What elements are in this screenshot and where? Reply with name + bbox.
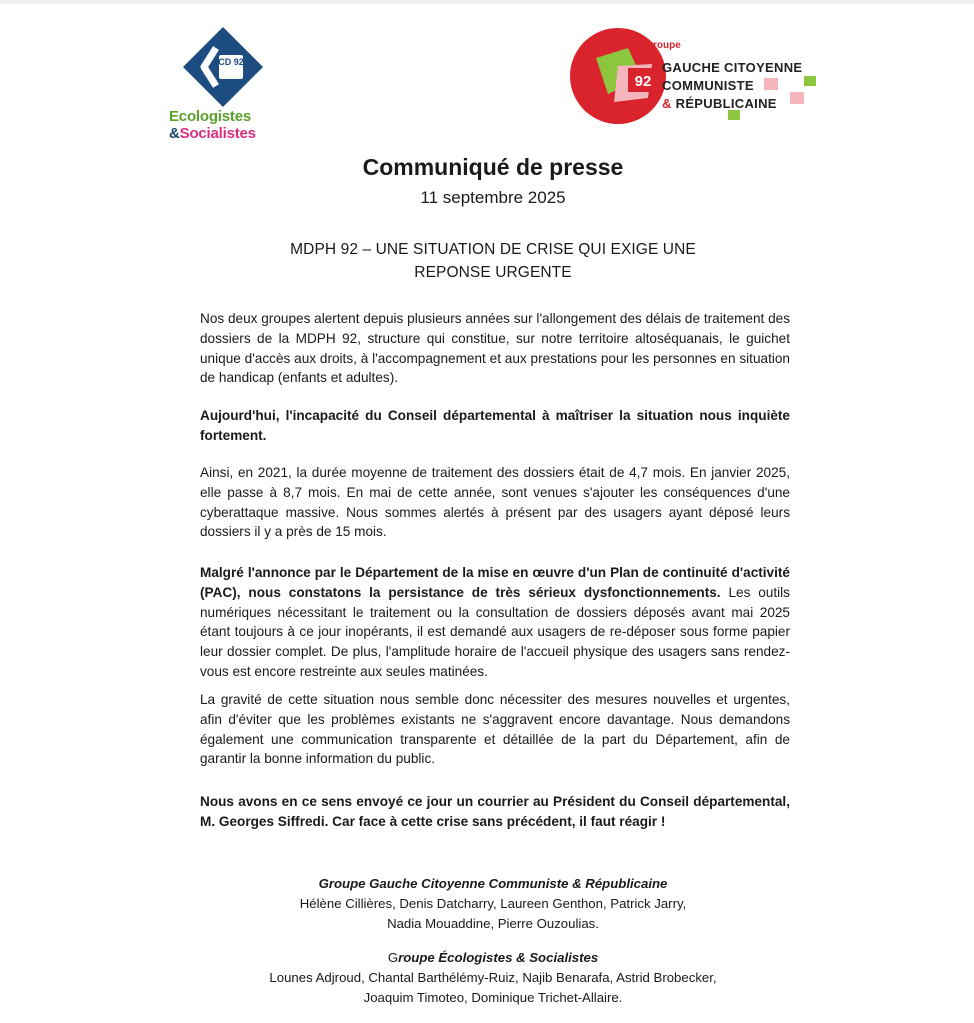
logo-gauche-citoyenne xyxy=(568,24,828,134)
signature-group1-names-line1: Hélène Cillières, Denis Datcharry, Laureen Genthon, Patrick Jarry, xyxy=(299,896,687,911)
paragraph-1: Nos deux groupes alertent depuis plusieurs années sur l'allongement des délais de traitement des dossiers de la MDPH 92, structure qui constitue, sur notre territoire altoséquanais, le guichet unique d'accès aux droits, à l'accompagnement et aux prestations pour les personnes en situation de handicap (enfants et adultes). xyxy=(200,311,790,386)
page-top-border xyxy=(0,0,974,4)
subject-line1: MDPH 92 – UNE SITUATION DE CRISE QUI EXIGE UNE xyxy=(290,241,696,258)
subject-line2: REPONSE URGENTE xyxy=(414,264,572,281)
logo-ecologistes-socialistes xyxy=(165,24,280,144)
signature-group2-names-line1: Lounes Adjroud, Chantal Barthélémy-Ruiz, Najib Benarafa, Astrid Brobecker, xyxy=(269,970,717,985)
press-date: 11 septembre 2025 xyxy=(420,188,566,207)
signature-group1-names-line2: Nadia Mouaddine, Pierre Ouzoulias. xyxy=(387,916,599,931)
signature-group1-title: Groupe Gauche Citoyenne Communiste & Républicaine xyxy=(318,876,668,891)
signature-group2-names-line2: Joaquim Timoteo, Dominique Trichet-Allaire. xyxy=(363,990,623,1005)
signature-group1-names xyxy=(0,894,974,934)
subject-heading xyxy=(0,238,974,284)
logo-gc-republicaine: RÉPUBLICAINE xyxy=(675,96,777,111)
logo-gc-line2: COMMUNISTE xyxy=(662,78,754,93)
logo-gc-groupe: roupe xyxy=(653,40,681,51)
paragraph-6: Nous avons en ce sens envoyé ce jour un courrier au Président du Conseil départemental, M. Georges Siffredi. Car face à cette crise sans précédent, il faut réagir ! xyxy=(200,794,790,829)
signature-group2-names xyxy=(0,968,974,1008)
logo-es-line1: Ecologistes xyxy=(169,108,251,125)
paragraph-2: Aujourd'hui, l'incapacité du Conseil départemental à maîtriser la situation nous inquiète fortement. xyxy=(200,408,790,443)
page-title: Communiqué de presse xyxy=(362,154,624,180)
paragraph-4-rest: Les outils numériques nécessitant le traitement ou la consultation de dossiers déposés avant mai 2025 étant toujours à ce jour inopérants, il est demandé aux usagers de re-déposer sous forme papier leur dossier complet. De plus, l'amplitude horaire de l'accueil physique des usagers sans rendez-vous est encore restreinte aux seules matinées. xyxy=(200,584,790,679)
logo-es-socialistes: Socialistes xyxy=(179,125,256,142)
gc-badge-text: 92 xyxy=(634,73,652,90)
cd92-diamond-icon xyxy=(182,26,264,108)
paragraph-4 xyxy=(200,563,790,682)
cd92-badge-text: CD 92 xyxy=(218,57,244,67)
logo-es-line2 xyxy=(169,125,256,142)
logo-es-ampersand: & xyxy=(169,125,180,142)
logo-gc-ampersand: & xyxy=(662,96,672,111)
signature-group2-title-initial: G xyxy=(387,950,399,965)
signature-group2-title xyxy=(0,948,974,968)
paragraph-3: Ainsi, en 2021, la durée moyenne de traitement des dossiers était de 4,7 mois. En janvier 2025, elle passe à 8,7 mois. En mai de cette année, sont venues s'ajouter les conséquences d'une cyberattaque massive. Nous sommes alertés à présent par des usagers ayant déposé leurs dossiers il y a près de 15 mois. xyxy=(200,465,790,540)
paragraph-5: La gravité de cette situation nous semble donc nécessiter des mesures nouvelles et urgentes, afin d'éviter que les problèmes existants ne s'aggravent encore davantage. Nous demandons également une communication transparente et détaillée de la part du Département, afin de garantir la bonne information du public. xyxy=(200,692,790,767)
logo-gc-line1: GAUCHE CITOYENNE xyxy=(662,60,803,75)
signature-group2-title-rest: roupe Écologistes & Socialistes xyxy=(398,950,599,965)
logo-gc-line3 xyxy=(662,96,777,111)
paragraph-4-bold: Malgré l'annonce par le Département de la mise en œuvre d'un Plan de continuité d'activité (PAC), nous constatons la persistance de très sérieux dysfonctionnements. xyxy=(200,565,790,600)
